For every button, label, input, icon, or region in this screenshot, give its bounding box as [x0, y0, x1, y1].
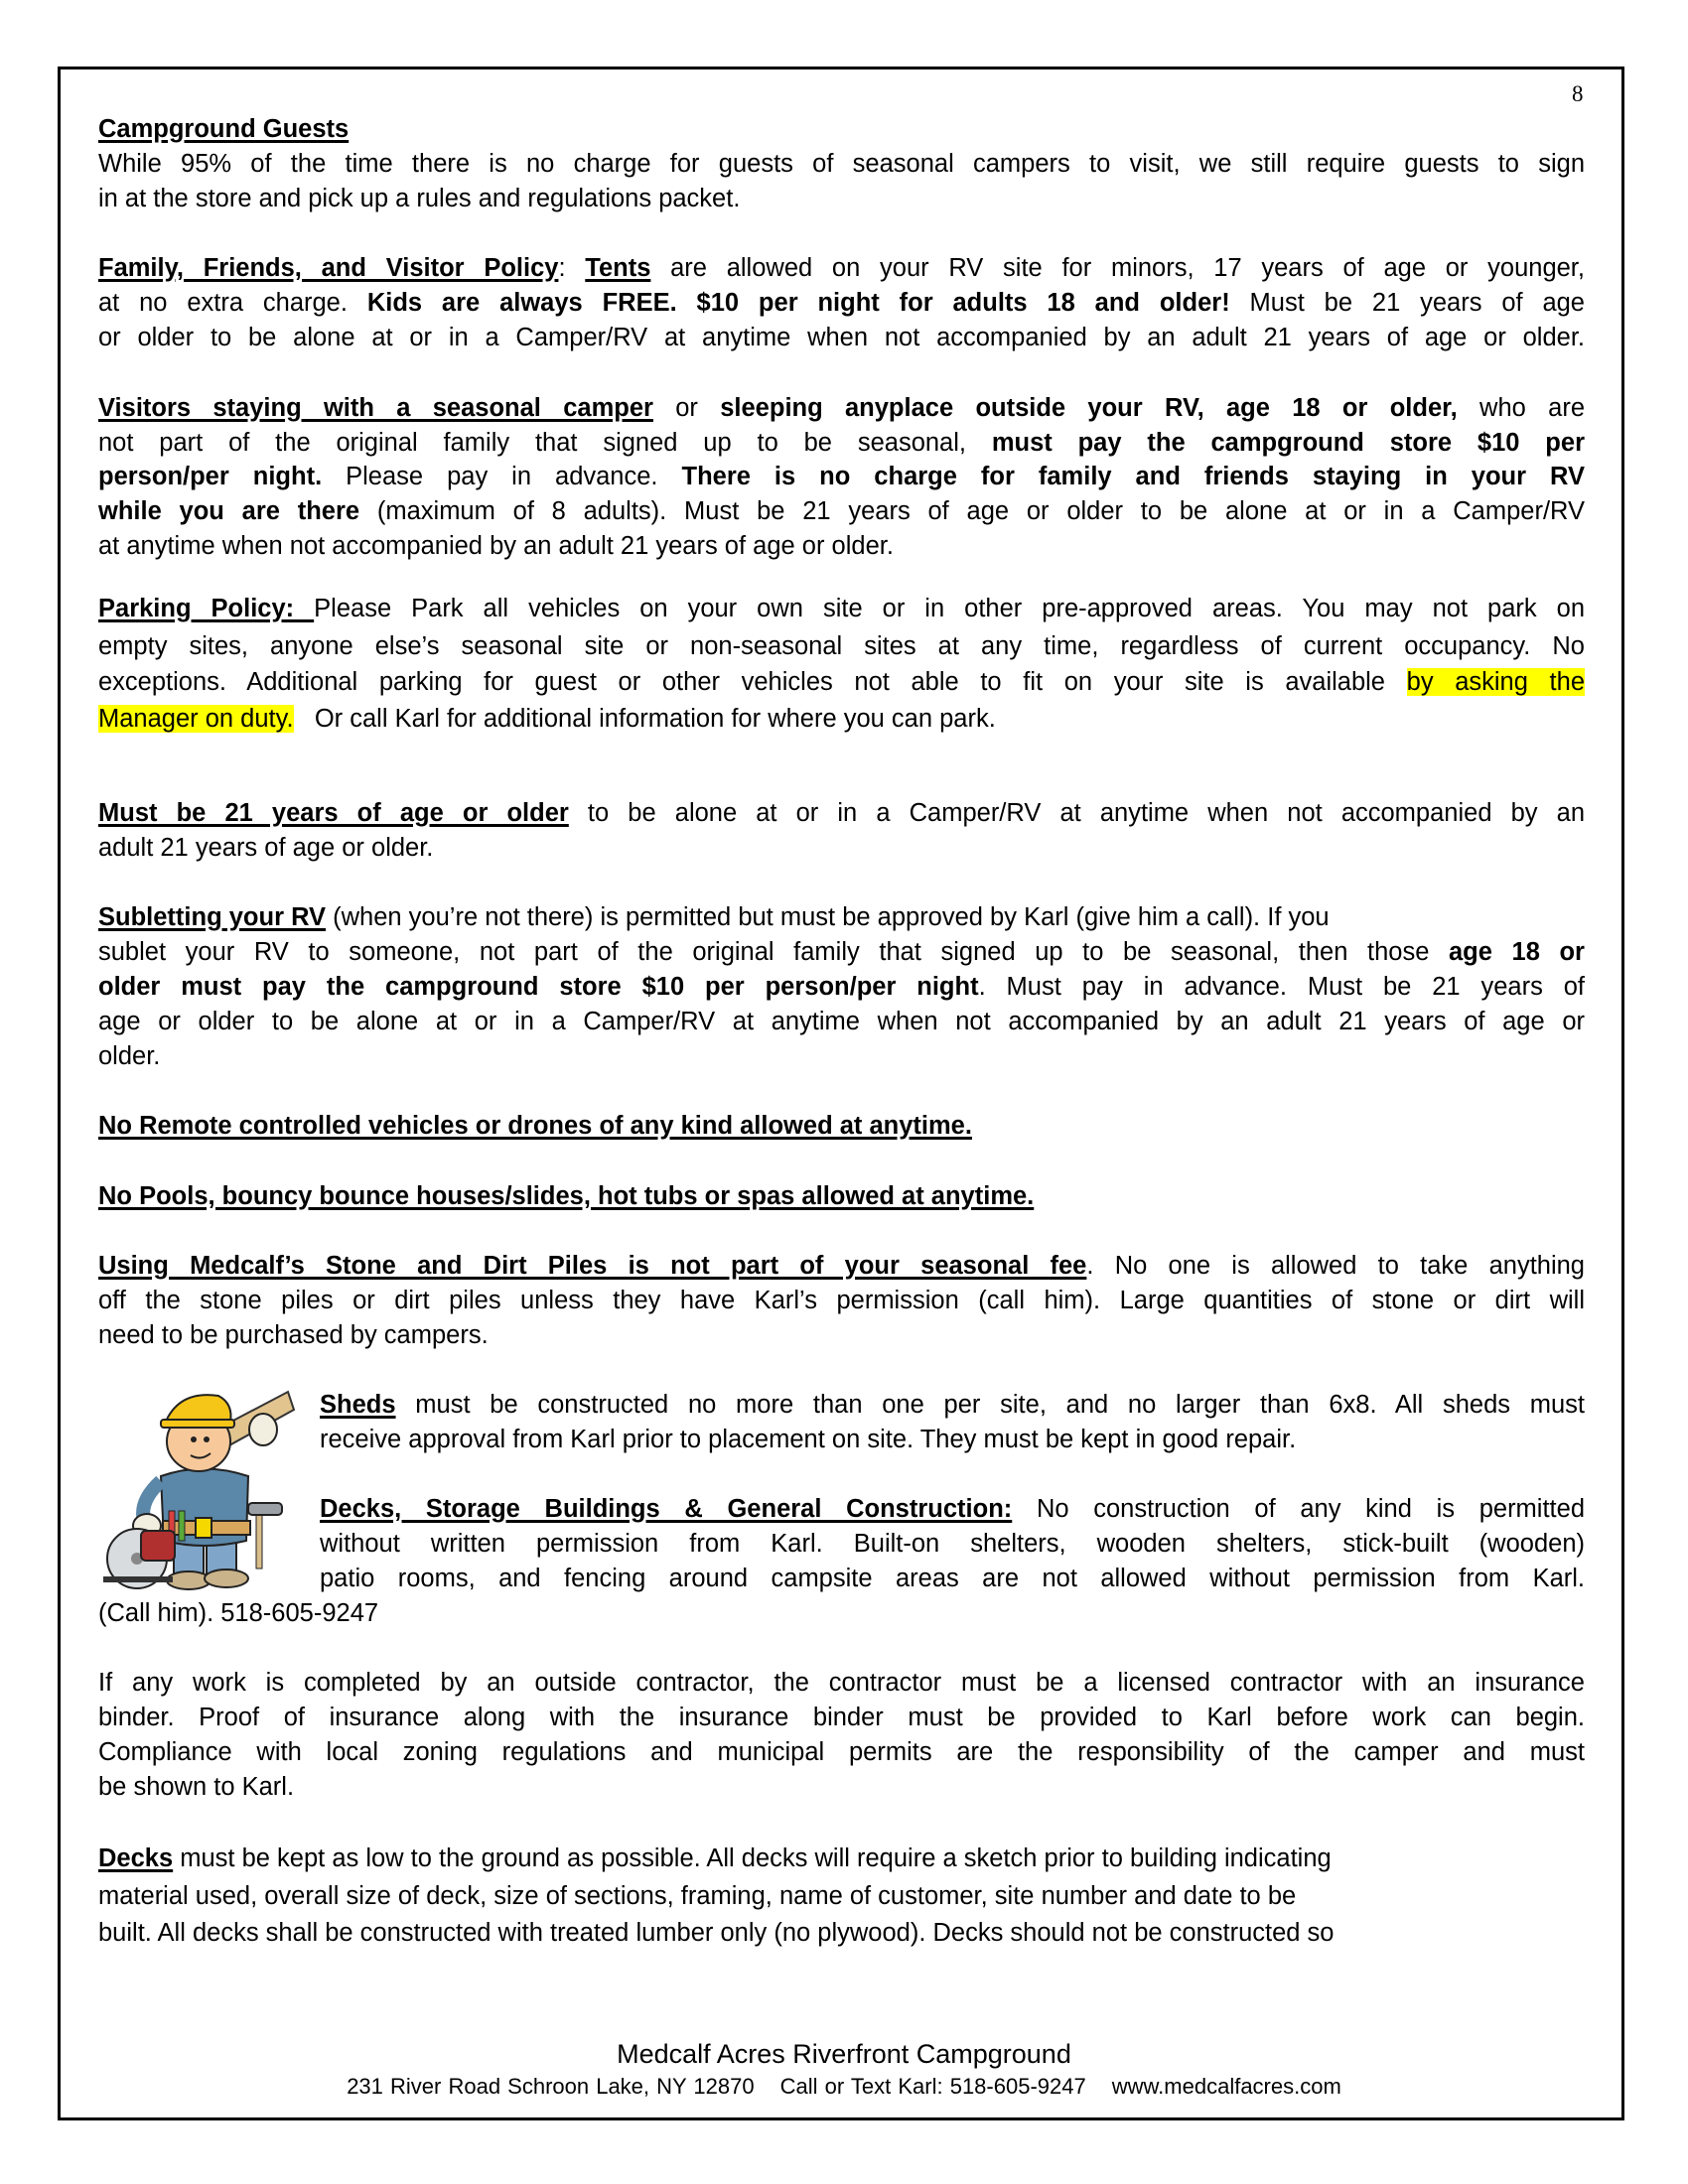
paragraph-line: If any work is completed by an outside contractor, the contractor must be a licensed contractor with an insurance [98, 1669, 1585, 1697]
paragraph-line: at anytime when not accompanied by an adult 21 years of age or older. [98, 532, 894, 560]
paragraph-line: without written permission from Karl. Built-on shelters, wooden shelters, stick-built (wooden) [320, 1530, 1585, 1558]
paragraph-line: be shown to Karl. [98, 1773, 295, 1801]
paragraph-line: older must pay the campground store $10 per person/per night. Must pay in advance. Must be 21 years of [98, 973, 1586, 1001]
paragraph-line: binder. Proof of insurance along with the insurance binder must be provided to Karl before work can begin. [98, 1704, 1585, 1731]
tents-label: Tents [585, 254, 651, 282]
campground-guests-heading: Campground Guests [98, 115, 350, 143]
subletting-line: Subletting your RV (when you’re not there) is permitted but must be approved by Karl (give him a call). If you [98, 903, 1330, 931]
page-number: 8 [1572, 81, 1584, 106]
paragraph-line: age or older to be alone at or in a Camper/RV at anytime when not accompanied by an adult 21 years of age or [98, 1008, 1585, 1035]
paragraph-line: adult 21 years of age or older. [98, 834, 434, 862]
visitor-policy-heading: Family, Friends, and Visitor Policy [98, 254, 559, 282]
visitors-staying-heading: Visitors staying with a seasonal camper [98, 394, 653, 422]
highlighted-text: Manager on duty. [98, 705, 294, 733]
decks-line: Decks must be kept as low to the ground as possible. All decks will require a sketch prior to building indicating [98, 1844, 1332, 1872]
footer-contact-line [0, 2074, 1688, 2100]
visitors-staying-line: Visitors staying with a seasonal camper or sleeping anyplace outside your RV, age 18 or older, who are [98, 394, 1586, 422]
paragraph-line: at no extra charge. Kids are always FREE. $10 per night for adults 18 and older! Must be 21 years of age [98, 289, 1585, 317]
paragraph-line: off the stone piles or dirt piles unless they have Karl’s permission (call him). Large quantities of stone or dirt will [98, 1287, 1585, 1314]
sheds-heading: Sheds [320, 1391, 396, 1419]
paragraph-line: not part of the original family that signed up to be seasonal, must pay the campground store $10 per [98, 429, 1585, 457]
paragraph-line: older. [98, 1042, 161, 1070]
parking-policy-line: Parking Policy: Please Park all vehicles on your own site or in other pre-approved areas. You may not park on [98, 595, 1585, 622]
stone-piles-line: Using Medcalf’s Stone and Dirt Piles is not part of your seasonal fee. No one is allowed to take anything [98, 1252, 1585, 1280]
age-rule-line: Must be 21 years of age or older to be alone at or in a Camper/RV at anytime when not accompanied by an [98, 799, 1585, 827]
paragraph-line: material used, overall size of deck, size of sections, framing, name of customer, site number and date to be [98, 1882, 1297, 1910]
paragraph-line: Compliance with local zoning regulations and municipal permits are the responsibility of the camper and must [98, 1738, 1585, 1766]
footer-phone: Call or Text Karl: 518-605-9247 [779, 2074, 1086, 2099]
paragraph-line: empty sites, anyone else’s seasonal site or non-seasonal sites at any time, regardless of current occupancy. No [98, 632, 1585, 660]
paragraph-line: While 95% of the time there is no charge for guests of seasonal campers to visit, we still require guests to sign [98, 150, 1585, 178]
parking-policy-heading: Parking Policy: [98, 595, 315, 622]
paragraph-line: receive approval from Karl prior to placement on site. They must be kept in good repair. [320, 1426, 1297, 1453]
no-pools-rule: No Pools, bouncy bounce houses/slides, hot tubs or spas allowed at anytime. [98, 1182, 1035, 1210]
paragraph-line: sublet your RV to someone, not part of the original family that signed up to be seasonal, then those age 18 or [98, 938, 1585, 966]
paragraph-line: while you are there (maximum of 8 adults). Must be 21 years of age or older to be alone at or in a Camper/RV [98, 497, 1585, 525]
construction-line: Decks, Storage Buildings & General Construction: No construction of any kind is permitted [320, 1495, 1585, 1523]
paragraph-line: built. All decks shall be constructed with treated lumber only (no plywood). Decks should not be constructed so [98, 1919, 1335, 1947]
footer-website[interactable]: www.medcalfacres.com [1111, 2074, 1341, 2099]
page-border [58, 67, 1624, 2120]
paragraph-line: Manager on duty. Or call Karl for additional information for where you can park. [98, 705, 996, 733]
subletting-heading: Subletting your RV [98, 903, 327, 931]
sheds-line: Sheds must be constructed no more than one per site, and no larger than 6x8. All sheds must [320, 1391, 1585, 1419]
construction-worker-icon [99, 1382, 298, 1595]
no-remote-rule: No Remote controlled vehicles or drones of any kind allowed at anytime. [98, 1112, 972, 1140]
paragraph-line: (Call him). 518-605-9247 [98, 1599, 379, 1627]
paragraph-line: exceptions. Additional parking for guest or other vehicles not able to fit on your site is available by asking the [98, 668, 1586, 696]
highlighted-text: by asking the [1406, 668, 1586, 696]
paragraph-line: patio rooms, and fencing around campsite areas are not allowed without permission from Karl. [320, 1565, 1585, 1592]
paragraph-line: need to be purchased by campers. [98, 1321, 489, 1349]
footer-address: 231 River Road Schroon Lake, NY 12870 [347, 2074, 755, 2099]
visitor-policy-line: Family, Friends, and Visitor Policy: Tents are allowed on your RV site for minors, 17 years of age or younger, [98, 254, 1585, 282]
paragraph-line: person/per night. Please pay in advance. There is no charge for family and friends staying in your RV [98, 463, 1585, 490]
age-rule-heading: Must be 21 years of age or older [98, 799, 569, 827]
footer-title: Medcalf Acres Riverfront Campground [617, 2039, 1071, 2069]
stone-piles-heading: Using Medcalf’s Stone and Dirt Piles is not part of your seasonal fee [98, 1252, 1087, 1280]
paragraph-line: or older to be alone at or in a Camper/RV at anytime when not accompanied by an adult 21 years of age or older. [98, 324, 1585, 351]
decks-heading: Decks [98, 1844, 174, 1872]
paragraph-line: in at the store and pick up a rules and regulations packet. [98, 185, 741, 212]
construction-heading: Decks, Storage Buildings & General Construction: [320, 1495, 1013, 1523]
